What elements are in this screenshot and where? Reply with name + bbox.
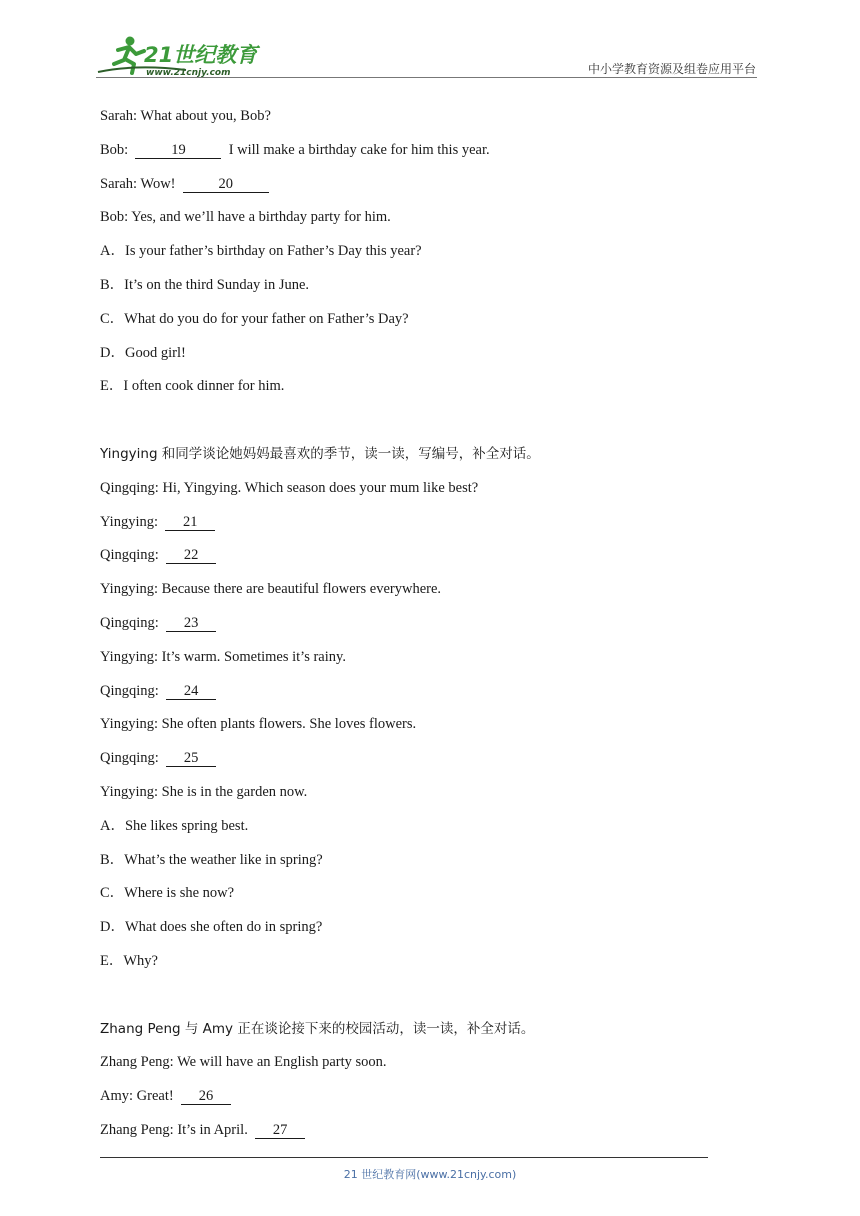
dialogue-line: Yingying: She often plants flowers. She loves flowers. bbox=[100, 716, 417, 733]
header-divider bbox=[96, 77, 757, 78]
option-item: A．Is your father’s birthday on Father’s Day this year? bbox=[100, 243, 422, 260]
option-item: D．What does she often do in spring? bbox=[100, 919, 323, 936]
answer-blank[interactable]: 19 bbox=[135, 142, 221, 159]
dialogue-line: Bob: 19 I will make a birthday cake for him this year. bbox=[100, 141, 490, 158]
document-body bbox=[100, 106, 720, 1154]
option-item: C．Where is she now? bbox=[100, 885, 235, 902]
dialogue-line: Bob: Yes, and we’ll have a birthday party for him. bbox=[100, 209, 391, 226]
answer-blank[interactable]: 27 bbox=[255, 1122, 305, 1139]
answer-blank[interactable]: 26 bbox=[181, 1088, 231, 1105]
dialogue-line: Zhang Peng: It’s in April. 27 bbox=[100, 1120, 720, 1154]
dialogue-line: Sarah: Wow! 20 bbox=[100, 174, 720, 208]
dialogue-line: Yingying: Because there are beautiful flowers everywhere. bbox=[100, 581, 442, 598]
option-item: E．Why? bbox=[100, 952, 158, 969]
option-item: B．What’s the weather like in spring? bbox=[100, 851, 323, 868]
dialogue-line: Yingying: 21 bbox=[100, 512, 720, 546]
option-item: C．What do you do for your father on Father’s Day? bbox=[100, 310, 409, 327]
answer-blank[interactable]: 23 bbox=[166, 615, 216, 632]
footer-divider bbox=[100, 1157, 708, 1158]
answer-blank[interactable]: 25 bbox=[166, 750, 216, 767]
section-instruction: Zhang Peng 与 Amy 正在谈论接下来的校园活动，读一读，补全对话。 bbox=[100, 1020, 535, 1037]
dialogue-line: Qingqing: 25 bbox=[100, 748, 720, 782]
footer-link[interactable]: 21 世纪教育网(www.21cnjy.com) bbox=[343, 1168, 517, 1181]
dialogue-line: Amy: Great! 26 bbox=[100, 1086, 720, 1120]
option-item: E．I often cook dinner for him. bbox=[100, 378, 285, 395]
section-instruction: Yingying 和同学谈论她妈妈最喜欢的季节，读一读，写编号，补全对话。 bbox=[100, 445, 540, 462]
page-header bbox=[0, 0, 860, 80]
dialogue-line: Qingqing: Hi, Yingying. Which season does your mum like best? bbox=[100, 479, 479, 496]
option-item: A．She likes spring best. bbox=[100, 817, 249, 834]
answer-blank[interactable]: 24 bbox=[166, 683, 216, 700]
dialogue-line: Yingying: She is in the garden now. bbox=[100, 783, 308, 800]
logo-title: 21世纪教育 bbox=[144, 43, 258, 67]
dialogue-line: Sarah: What about you, Bob? bbox=[100, 108, 271, 124]
site-slogan: 中小学教育资源及组卷应用平台 bbox=[587, 62, 756, 76]
option-item: B．It’s on the third Sunday in June. bbox=[100, 276, 310, 293]
dialogue-line: Qingqing: 23 bbox=[100, 613, 720, 647]
logo-url: www.21cnjy.com bbox=[146, 68, 231, 78]
logo-21cnjy bbox=[96, 34, 266, 78]
dialogue-line: Zhang Peng: We will have an English party soon. bbox=[100, 1054, 387, 1071]
answer-blank[interactable]: 21 bbox=[165, 514, 215, 531]
option-item: D．Good girl! bbox=[100, 344, 186, 361]
dialogue-line: Qingqing: 22 bbox=[100, 545, 720, 579]
answer-blank[interactable]: 22 bbox=[166, 547, 216, 564]
dialogue-line: Yingying: It’s warm. Sometimes it’s rainy. bbox=[100, 648, 346, 665]
dialogue-line: Qingqing: 24 bbox=[100, 681, 720, 715]
answer-blank[interactable]: 20 bbox=[183, 176, 269, 193]
